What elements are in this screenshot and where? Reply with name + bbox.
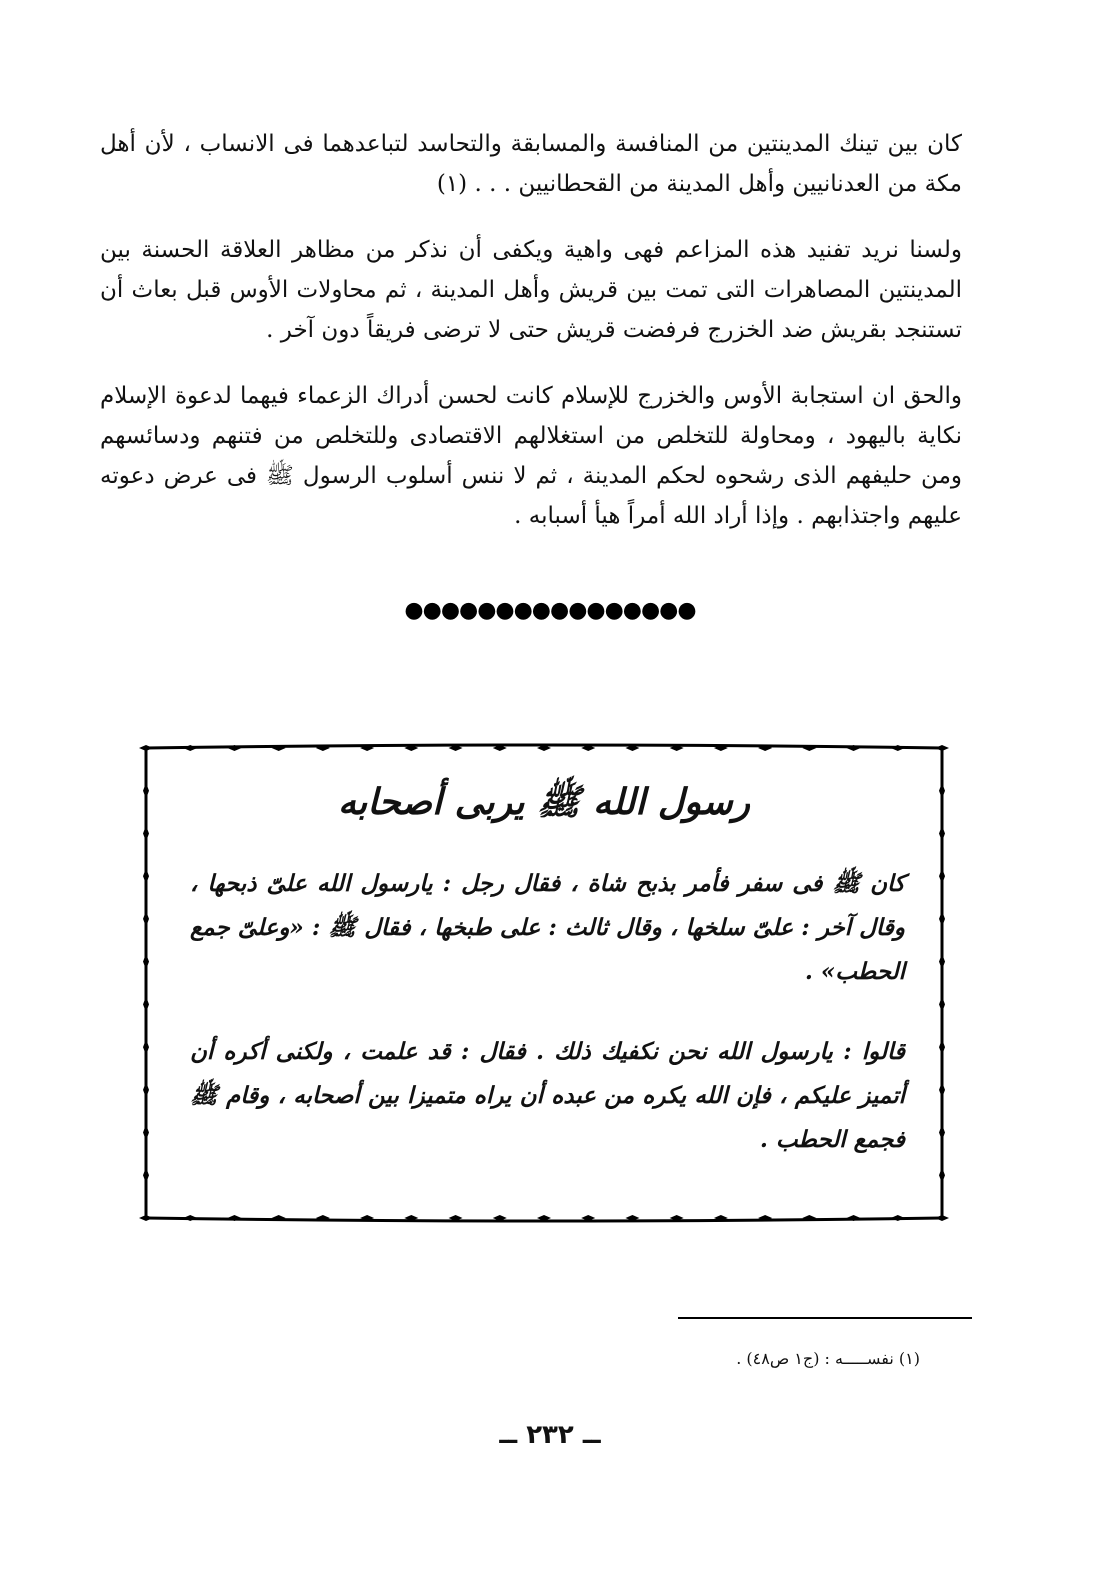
frame-diamond-icon: [939, 996, 945, 1012]
page-number: ــ ٢٣٢ ــ: [499, 1420, 601, 1450]
body-paragraph-3: والحق ان استجابة الأوس والخزرج للإسلام كانت لحسن أدراك الزعماء فيهما لدعوة الإسلام نكاية باليهود ، ومحاولة للتخلص من استغلالهم الاقتصادى وللتخلص من فتنهم ودسائسهم ومن حليفهم الذى رشحوه لحكم المدينة ، ثم لا ننس أسلوب الرسول ﷺ فى عرض دعوته عليهم واجتذابهم . وإذا أراد الله أمراً هيأ أسبابه .: [100, 383, 962, 529]
box-paragraph-1: كان ﷺ فى سفر فأمر بذبح شاة ، فقال رجل : يارسول الله علىّ ذبحها ، وقال آخر : علىّ سلخها ، وقال ثالث : على طبخها ، فقال ﷺ : «وعلىّ جمع الحطب» .: [190, 870, 906, 985]
frame-diamond-icon: [935, 1215, 949, 1221]
section-separator-dots: ●●●●●●●●●●●●●●●●: [404, 598, 696, 623]
frame-diamond-icon: [939, 1039, 945, 1055]
footnote: (١) نفســـــه : (ج١ ص٤٨) .: [736, 1349, 920, 1368]
frame-diamond-icon: [139, 745, 153, 751]
frame-diamond-icon: [935, 745, 949, 751]
frame-diamond-icon: [139, 1215, 153, 1221]
frame-diamond-icon: [143, 1039, 149, 1055]
frame-diamond-icon: [939, 954, 945, 970]
footnote-rule: [678, 1317, 972, 1319]
frame-diamond-icon: [143, 996, 149, 1012]
frame-diamond-icon: [143, 911, 149, 927]
box-title: رسول الله ﷺ يربى أصحابه: [337, 781, 751, 823]
box-paragraph-2: قالوا : يارسول الله نحن نكفيك ذلك . فقال : قد علمت ، ولكنى أكره أن أتميز عليكم ، فإن الله يكره من عبده أن يراه متميزا بين أصحابه ، وقام ﷺ فجمع الحطب .: [190, 1038, 905, 1153]
frame-diamond-icon: [939, 868, 945, 884]
frame-diamond-icon: [939, 911, 945, 927]
frame-diamond-icon: [143, 1082, 149, 1098]
frame-diamond-icon: [939, 1082, 945, 1098]
frame-diamond-icon: [143, 954, 149, 970]
frame-diamond-icon: [143, 1125, 149, 1141]
frame-diamond-icon: [143, 868, 149, 884]
body-paragraph-2: ولسنا نريد تفنيد هذه المزاعم فهى واهية ويكفى أن نذكر من مظاهر العلاقة الحسنة بين المدينتين المصاهرات التى تمت بين قريش وأهل المدينة ، ثم محاولات الأوس قبل بعاث أن تستنجد بقريش ضد الخزرج فرفضت قريش حتى لا ترضى فريقاً دون آخر .: [100, 237, 962, 343]
frame-diamond-icon: [939, 1125, 945, 1141]
body-paragraph-1: كان بين تينك المدينتين من المنافسة والمسابقة والتحاسد لتباعدهما فى الانساب ، لأن أهل مكة من العدنانيين وأهل المدينة من القحطانيين . . . (١): [100, 131, 962, 197]
frame-diamond-icon: [939, 1167, 945, 1183]
frame-diamond-icon: [143, 1167, 149, 1183]
